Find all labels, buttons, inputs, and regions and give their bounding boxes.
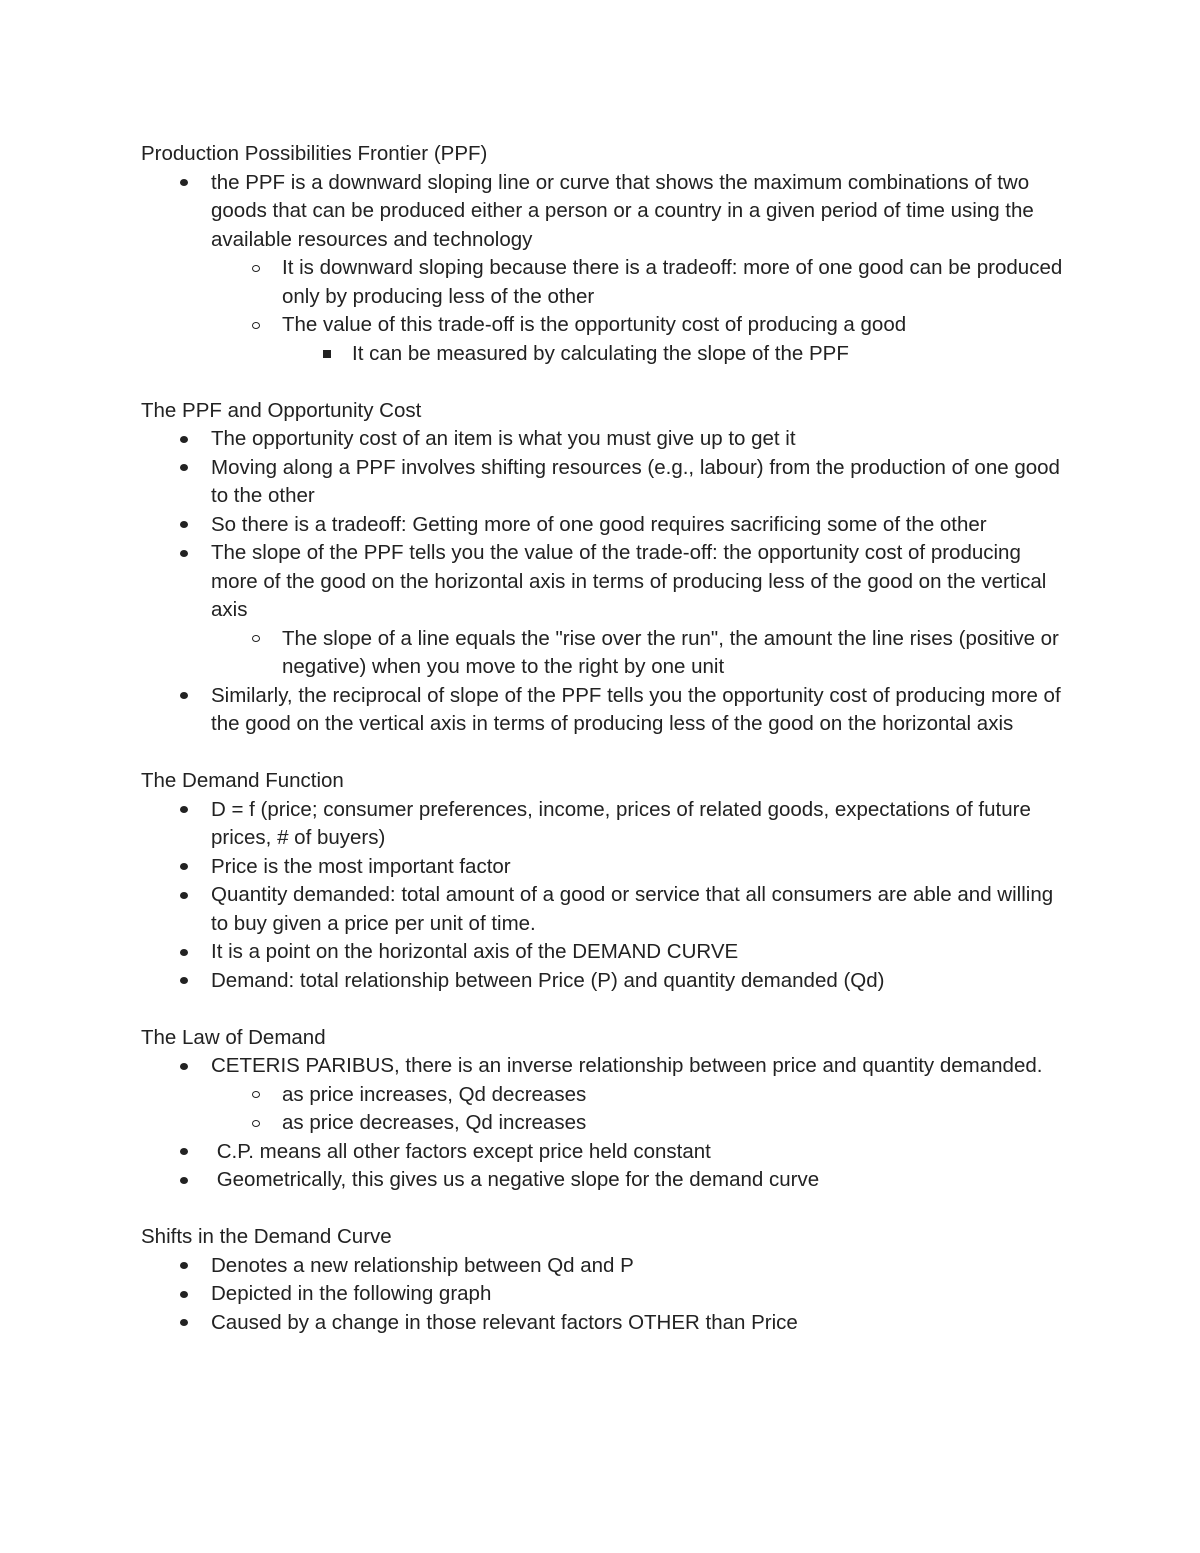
list-item: Demand: total relationship between Price (P) and quantity demanded (Qd)	[141, 967, 1071, 996]
list-item: Geometrically, this gives us a negative slope for the demand curve	[141, 1166, 1071, 1195]
section-ppf	[141, 140, 1071, 368]
disc-bullet-icon	[177, 938, 191, 967]
list-item: So there is a tradeoff: Getting more of one good requires sacrificing some of the other	[141, 511, 1071, 540]
disc-bullet-icon	[177, 967, 191, 996]
square-bullet-icon	[320, 340, 334, 369]
section-demand-curve-shifts	[141, 1223, 1071, 1337]
list-item: as price increases, Qd decreases	[141, 1081, 1071, 1110]
disc-bullet-icon	[177, 853, 191, 882]
list-item: Moving along a PPF involves shifting resources (e.g., labour) from the production of one good to the other	[141, 454, 1071, 511]
list-item: The opportunity cost of an item is what you must give up to get it	[141, 425, 1071, 454]
list-item: CETERIS PARIBUS, there is an inverse relationship between price and quantity demanded.	[141, 1052, 1071, 1081]
disc-bullet-icon	[177, 511, 191, 540]
disc-bullet-icon	[177, 454, 191, 483]
list-item: Quantity demanded: total amount of a good or service that all consumers are able and willing to buy given a price per unit of time.	[141, 881, 1071, 938]
document-page	[141, 140, 1071, 1366]
list-item: Price is the most important factor	[141, 853, 1071, 882]
disc-bullet-icon	[177, 539, 191, 568]
disc-bullet-icon	[177, 682, 191, 711]
circle-bullet-icon	[249, 254, 263, 283]
section-heading: Shifts in the Demand Curve	[141, 1225, 392, 1248]
disc-bullet-icon	[177, 169, 191, 198]
disc-bullet-icon	[177, 1309, 191, 1338]
disc-bullet-icon	[177, 1252, 191, 1281]
disc-bullet-icon	[177, 881, 191, 910]
circle-bullet-icon	[249, 625, 263, 654]
bullet-list	[141, 1052, 1071, 1195]
section-demand-function	[141, 767, 1071, 995]
list-item: C.P. means all other factors except price held constant	[141, 1138, 1071, 1167]
circle-bullet-icon	[249, 1109, 263, 1138]
disc-bullet-icon	[177, 1166, 191, 1195]
section-heading: The Demand Function	[141, 769, 344, 792]
list-item: It can be measured by calculating the slope of the PPF	[141, 340, 1071, 369]
bullet-list	[141, 796, 1071, 996]
circle-bullet-icon	[249, 311, 263, 340]
list-item: The slope of the PPF tells you the value of the trade-off: the opportunity cost of producing more of the good on the horizontal axis in terms of producing less of the good on the vertical axis	[141, 539, 1071, 625]
section-heading: The Law of Demand	[141, 1025, 326, 1049]
bullet-list	[141, 169, 1071, 369]
disc-bullet-icon	[177, 425, 191, 454]
bullet-list	[141, 425, 1071, 739]
list-item: The value of this trade-off is the opportunity cost of producing a good	[141, 311, 1071, 340]
bullet-list	[141, 1252, 1071, 1338]
disc-bullet-icon	[177, 1280, 191, 1309]
list-item: The slope of a line equals the "rise over the run", the amount the line rises (positive or negative) when you move to the right by one unit	[141, 625, 1071, 682]
list-item: Denotes a new relationship between Qd and P	[141, 1252, 1071, 1281]
list-item: Similarly, the reciprocal of slope of the PPF tells you the opportunity cost of producing more of the good on the vertical axis in terms of producing less of the good on the horizontal axis	[141, 682, 1071, 739]
disc-bullet-icon	[177, 1052, 191, 1081]
list-item: Caused by a change in those relevant factors OTHER than Price	[141, 1309, 1071, 1338]
section-law-of-demand	[141, 1024, 1071, 1195]
list-item: It is downward sloping because there is a tradeoff: more of one good can be produced only by producing less of the other	[141, 254, 1071, 311]
section-ppf-opportunity-cost	[141, 397, 1071, 739]
list-item: It is a point on the horizontal axis of the DEMAND CURVE	[141, 938, 1071, 967]
circle-bullet-icon	[249, 1081, 263, 1110]
list-item: D = f (price; consumer preferences, income, prices of related goods, expectations of future prices, # of buyers)	[141, 796, 1071, 853]
section-heading: The PPF and Opportunity Cost	[141, 398, 422, 422]
list-item: Depicted in the following graph	[141, 1280, 1071, 1309]
disc-bullet-icon	[177, 796, 191, 825]
list-item: as price decreases, Qd increases	[141, 1109, 1071, 1138]
section-heading: Production Possibilities Frontier (PPF)	[141, 142, 488, 165]
list-item: the PPF is a downward sloping line or curve that shows the maximum combinations of two goods that can be produced either a person or a country in a given period of time using the available resources and technology	[141, 169, 1071, 255]
disc-bullet-icon	[177, 1138, 191, 1167]
